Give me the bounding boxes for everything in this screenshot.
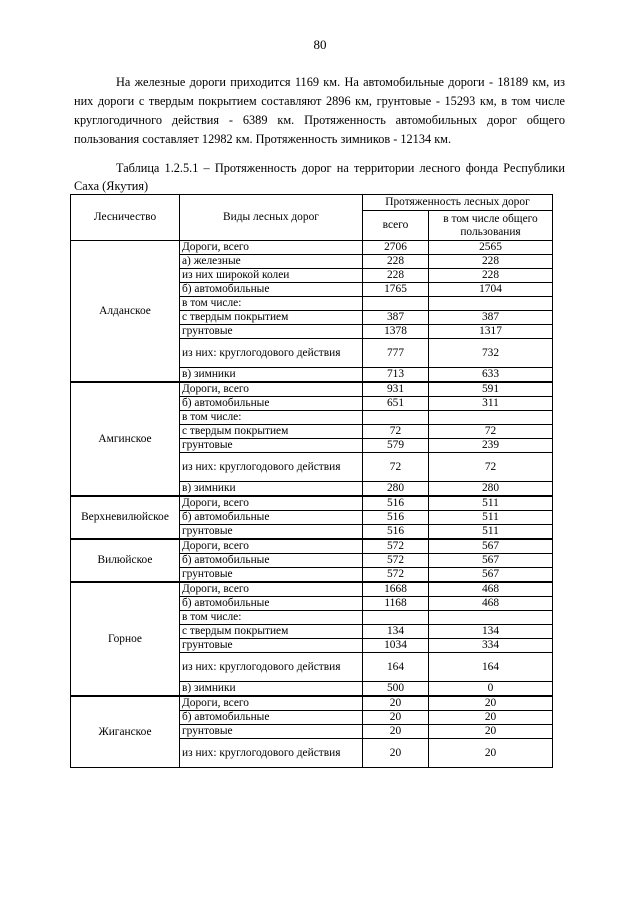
public-cell: 732 (429, 339, 553, 368)
road-type-cell: б) автомобильные (180, 511, 363, 525)
public-cell (429, 611, 553, 625)
public-cell: 239 (429, 439, 553, 453)
road-type-cell: Дороги, всего (180, 539, 363, 554)
public-cell: 311 (429, 397, 553, 411)
public-cell: 228 (429, 269, 553, 283)
intro-text: На железные дороги приходится 1169 км. На автомобильные дороги - 18189 км, из них дороги с твердым покрытием составляют 2896 км, грунтовые - 15293 км, в том числе круглогодичного действия - 6389 км. Протяженность автомобильных дорог общего пользования составляет 12982 км. Протяженность зимников - 12134 км. (74, 75, 565, 146)
table-body (71, 241, 553, 768)
total-cell: 1765 (363, 283, 429, 297)
road-type-cell: грунтовые (180, 639, 363, 653)
total-cell: 20 (363, 696, 429, 711)
table-row (71, 241, 553, 255)
forestry-name: Горное (71, 582, 180, 696)
road-type-cell: из них: круглогодового действия (180, 739, 363, 768)
public-cell: 1317 (429, 325, 553, 339)
total-cell (363, 297, 429, 311)
total-cell: 280 (363, 482, 429, 497)
table-caption (74, 159, 565, 195)
header-length: Протяженность лесных дорог (363, 195, 553, 211)
public-cell: 591 (429, 382, 553, 397)
total-cell: 500 (363, 682, 429, 697)
road-type-cell: из них: круглогодового действия (180, 339, 363, 368)
road-type-cell: грунтовые (180, 568, 363, 583)
road-type-cell: б) автомобильные (180, 283, 363, 297)
road-type-cell: в) зимники (180, 368, 363, 383)
public-cell: 72 (429, 425, 553, 439)
road-type-cell: Дороги, всего (180, 496, 363, 511)
public-cell: 511 (429, 511, 553, 525)
table-row (71, 496, 553, 511)
public-cell: 567 (429, 568, 553, 583)
total-cell: 1168 (363, 597, 429, 611)
total-cell: 20 (363, 725, 429, 739)
public-cell: 567 (429, 539, 553, 554)
table-row (71, 582, 553, 597)
public-cell: 468 (429, 597, 553, 611)
road-type-cell: с твердым покрытием (180, 625, 363, 639)
road-type-cell: грунтовые (180, 325, 363, 339)
total-cell: 72 (363, 425, 429, 439)
public-cell: 1704 (429, 283, 553, 297)
road-type-cell: в) зимники (180, 482, 363, 497)
total-cell: 72 (363, 453, 429, 482)
total-cell: 713 (363, 368, 429, 383)
road-type-cell: б) автомобильные (180, 711, 363, 725)
road-type-cell: с твердым покрытием (180, 425, 363, 439)
public-cell: 511 (429, 496, 553, 511)
total-cell: 1378 (363, 325, 429, 339)
total-cell: 777 (363, 339, 429, 368)
total-cell: 516 (363, 525, 429, 540)
road-type-cell: Дороги, всего (180, 241, 363, 255)
total-cell: 134 (363, 625, 429, 639)
road-type-cell: из них широкой колеи (180, 269, 363, 283)
road-type-cell: из них: круглогодового действия (180, 653, 363, 682)
public-cell (429, 297, 553, 311)
public-cell: 20 (429, 725, 553, 739)
roads-table (70, 194, 553, 768)
public-cell: 280 (429, 482, 553, 497)
total-cell: 164 (363, 653, 429, 682)
public-cell: 72 (429, 453, 553, 482)
total-cell: 931 (363, 382, 429, 397)
road-type-cell: в том числе: (180, 297, 363, 311)
road-type-cell: грунтовые (180, 439, 363, 453)
forestry-name: Амгинское (71, 382, 180, 496)
header-public: в том числе общего пользования (429, 211, 553, 241)
road-type-cell: с твердым покрытием (180, 311, 363, 325)
total-cell: 572 (363, 568, 429, 583)
header-forestry: Лесничество (71, 195, 180, 241)
public-cell: 2565 (429, 241, 553, 255)
table-caption-text: Таблица 1.2.5.1 – Протяженность дорог на территории лесного фонда Республики Саха (Якутия) (74, 161, 565, 193)
road-type-cell: грунтовые (180, 725, 363, 739)
public-cell: 633 (429, 368, 553, 383)
total-cell (363, 411, 429, 425)
total-cell: 20 (363, 711, 429, 725)
header-road-types: Виды лесных дорог (180, 195, 363, 241)
road-type-cell: а) железные (180, 255, 363, 269)
public-cell: 228 (429, 255, 553, 269)
road-type-cell: из них: круглогодового действия (180, 453, 363, 482)
header-total: всего (363, 211, 429, 241)
total-cell: 2706 (363, 241, 429, 255)
total-cell: 516 (363, 511, 429, 525)
road-type-cell: Дороги, всего (180, 582, 363, 597)
total-cell: 387 (363, 311, 429, 325)
total-cell: 20 (363, 739, 429, 768)
public-cell: 134 (429, 625, 553, 639)
public-cell: 387 (429, 311, 553, 325)
public-cell: 511 (429, 525, 553, 540)
public-cell: 567 (429, 554, 553, 568)
public-cell: 20 (429, 696, 553, 711)
road-type-cell: грунтовые (180, 525, 363, 540)
road-type-cell: Дороги, всего (180, 696, 363, 711)
road-type-cell: в том числе: (180, 411, 363, 425)
forestry-name: Вилюйское (71, 539, 180, 582)
road-type-cell: в том числе: (180, 611, 363, 625)
table-row (71, 539, 553, 554)
total-cell (363, 611, 429, 625)
public-cell: 164 (429, 653, 553, 682)
total-cell: 1668 (363, 582, 429, 597)
total-cell: 572 (363, 554, 429, 568)
public-cell: 468 (429, 582, 553, 597)
forestry-name: Алданское (71, 241, 180, 383)
road-type-cell: в) зимники (180, 682, 363, 697)
total-cell: 1034 (363, 639, 429, 653)
public-cell (429, 411, 553, 425)
total-cell: 572 (363, 539, 429, 554)
forestry-name: Верхневилюйское (71, 496, 180, 539)
forestry-name: Жиганское (71, 696, 180, 768)
road-type-cell: Дороги, всего (180, 382, 363, 397)
total-cell: 228 (363, 255, 429, 269)
intro-paragraph (74, 73, 565, 149)
public-cell: 20 (429, 739, 553, 768)
public-cell: 20 (429, 711, 553, 725)
public-cell: 334 (429, 639, 553, 653)
total-cell: 228 (363, 269, 429, 283)
table-row (71, 382, 553, 397)
total-cell: 516 (363, 496, 429, 511)
total-cell: 651 (363, 397, 429, 411)
road-type-cell: б) автомобильные (180, 554, 363, 568)
page-number: 80 (313, 37, 327, 52)
road-type-cell: б) автомобильные (180, 397, 363, 411)
road-type-cell: б) автомобильные (180, 597, 363, 611)
table-row (71, 696, 553, 711)
total-cell: 579 (363, 439, 429, 453)
public-cell: 0 (429, 682, 553, 697)
